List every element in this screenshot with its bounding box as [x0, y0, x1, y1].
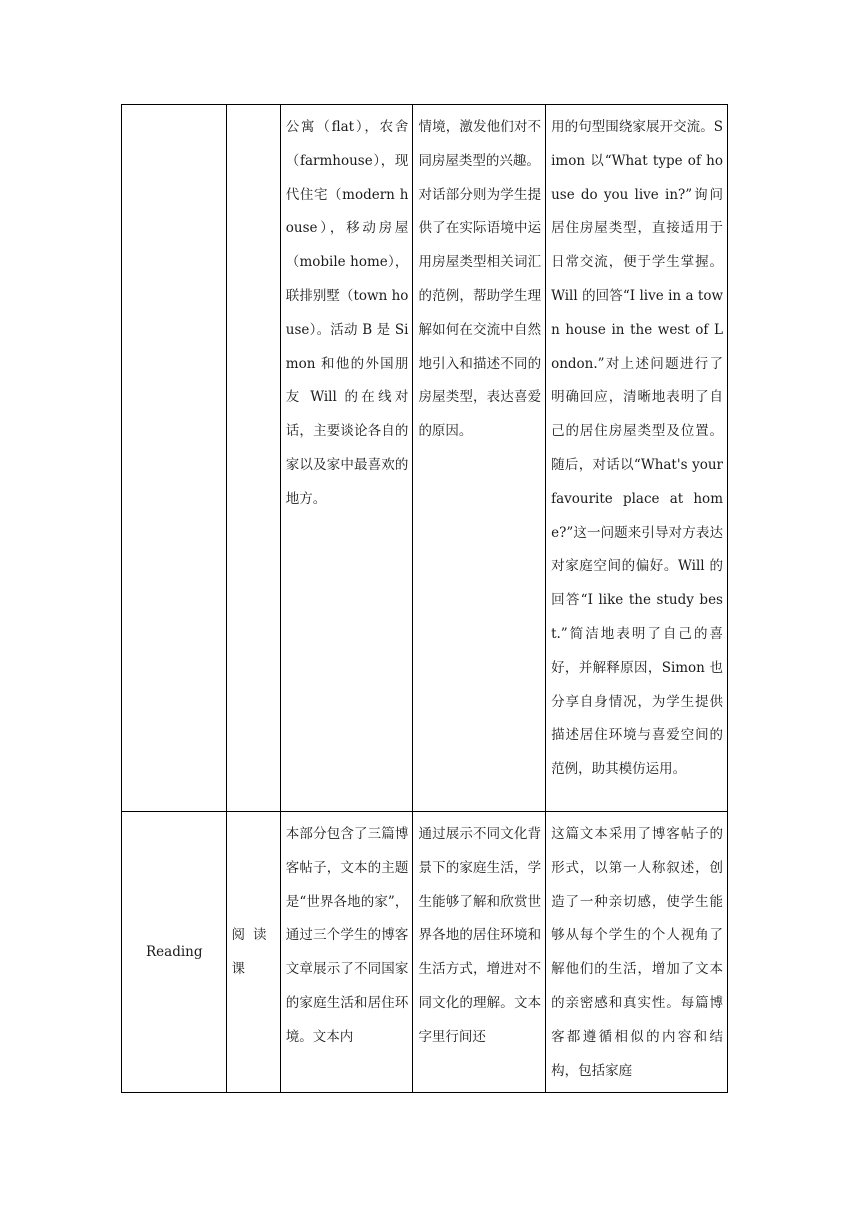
- table-row: [122, 105, 728, 812]
- table-row: [122, 812, 728, 1093]
- purpose-paragraph: 情境，激发他们对不同房屋类型的兴趣。: [418, 119, 542, 169]
- lesson-type-cell: [122, 105, 227, 812]
- language-analysis-cell: 这篇文本采用了博客帖子的形式，以第一人称叙述，创造了一种亲切感，使学生能够从每个学生的个人视角了解他们的生活，增加了文本的亲密感和真实性。每篇博客都遵循相似的内容和结构，包括家庭: [546, 812, 728, 1093]
- purpose-analysis-cell: 通过展示不同文化背景下的家庭生活，学生能够了解和欣赏世界各地的居住环境和生活方式，增进对不同文化的理解。文本字里行间还: [413, 812, 546, 1093]
- purpose-paragraph: 对话部分则为学生提供了在实际语境中运用房屋类型相关词汇的范例，帮助学生理解如何在交流中自然地引入和描述不同的房屋类型，表达喜爱的原因。: [418, 186, 542, 440]
- content-analysis-cell: 公寓（flat），农舍（farmhouse），现代住宅（modern house），移动房屋（mobile home），联排别墅（town house）。活动 B 是 Simon 和他的外国朋友 Will 的在线对话，主要谈论各自的家以及家中最喜欢的地方。: [280, 105, 413, 812]
- lesson-type-cell: Reading: [122, 812, 227, 1093]
- language-analysis-cell: 用的句型围绕家展开交流。Simon 以“What type of house do you live in?”询问居住房屋类型，直接适用于日常交流，便于学生掌握。Will 的回答“I live in a town house in the west of London.”对上述问题进行了明确回应，清晰地表明了自己的居住房屋类型及位置。随后，对话以“What's your favourite place at home?”这一问题来引导对方表达对家庭空间的偏好。Will 的回答“I like the study best.”简洁地表明了自己的喜好，并解释原因，Simon 也分享自身情况，为学生提供描述居住环境与喜爱空间的范例，助其模仿运用。: [546, 105, 728, 812]
- lesson-name-cell: [226, 105, 280, 812]
- lesson-analysis-table: [121, 104, 728, 1093]
- lesson-name-cell: 阅读课: [226, 812, 280, 1093]
- purpose-analysis-cell: [413, 105, 546, 812]
- content-analysis-cell: 本部分包含了三篇博客帖子，文本的主题是“世界各地的家”，通过三个学生的博客文章展示了不同国家的家庭生活和居住环境。文本内: [280, 812, 413, 1093]
